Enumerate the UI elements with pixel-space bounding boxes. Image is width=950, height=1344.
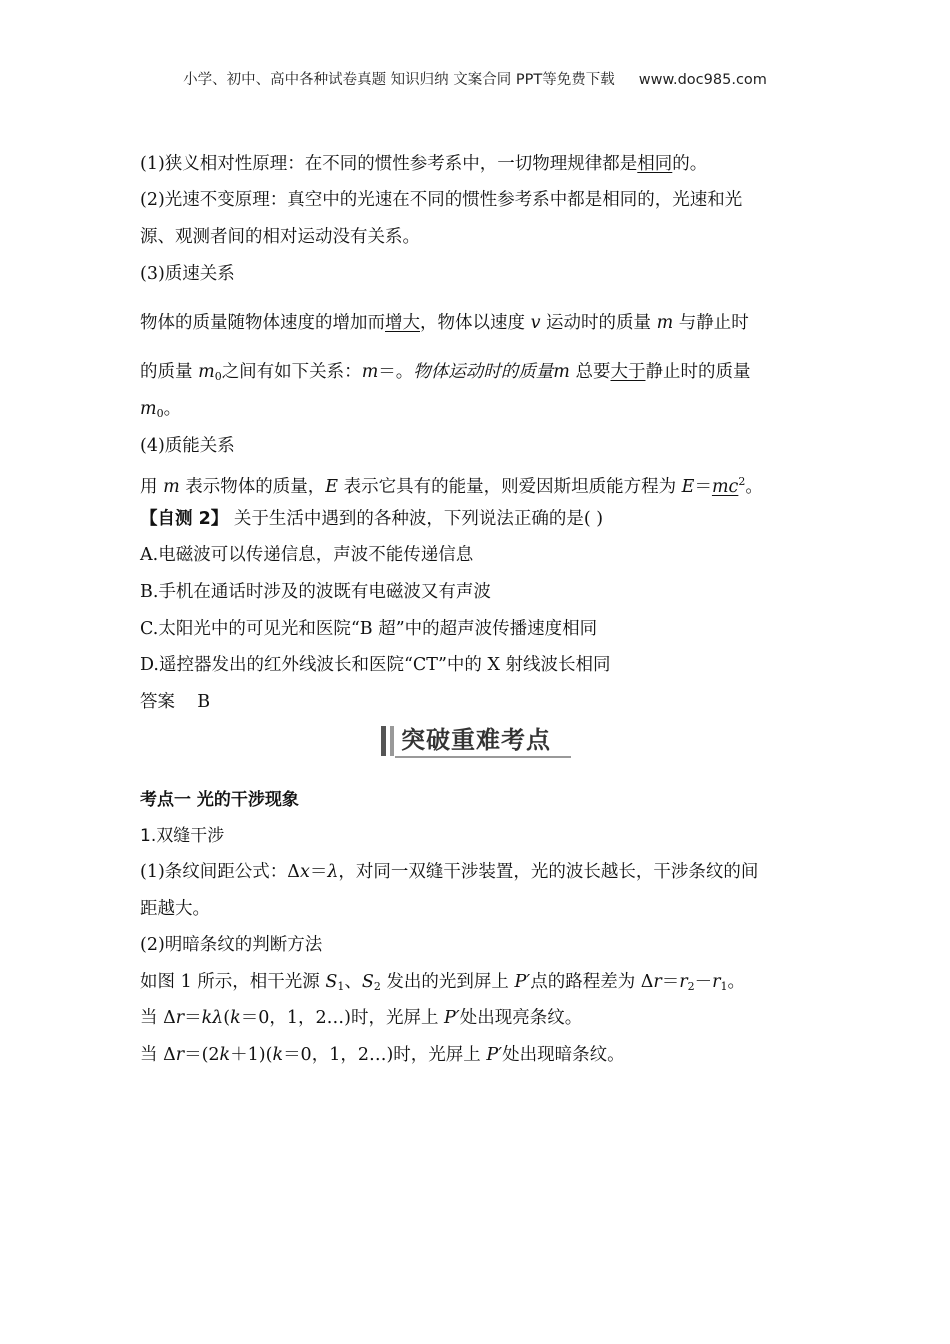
para-path-difference: 如图 1 所示，相干光源 $S_1$、$S_2$ 发出的光到屏上 P′点的路程差为 $\Delta r=r_2-r_1$。 [140, 972, 746, 993]
subtopic-heading: 1.双缝干涉 [140, 826, 225, 846]
header-url: www.doc985.com [638, 72, 767, 88]
option-d: D.遥控器发出的红外线波长和医院“CT”中的 X 射线波长相同 [140, 655, 611, 675]
banner-title: 突破重难考点 [401, 726, 551, 754]
para-dark-fringe: 当 Δr＝(2k＋1)(k＝0，1，2…)时，光屏上 P′处出现暗条纹。 [140, 1045, 625, 1065]
heading-mass-energy: (4)质能关系 [140, 436, 235, 456]
para-mass-velocity-3: $m_0$。 [140, 399, 182, 420]
para-fringe-spacing-2: 距越大。 [140, 899, 210, 919]
question-stem: 【自测 2】 关于生活中遇到的各种波，下列说法正确的是( ) [140, 509, 604, 529]
option-c: C.太阳光中的可见光和医院“B 超”中的超声波传播速度相同 [140, 619, 598, 639]
heading-bright-dark: (2)明暗条纹的判断方法 [140, 935, 323, 955]
para-mass-energy: 用 m 表示物体的质量，E 表示它具有的能量，则爱因斯坦质能方程为 $E=mc^2$。 [140, 475, 763, 497]
para-mass-velocity-1: 物体的质量随物体速度的增加而增大，物体以速度 v 运动时的质量 m 与静止时 [140, 313, 749, 333]
answer-label: 答案 [140, 692, 175, 712]
para-bright-fringe: 当 Δr＝kλ(k＝0，1，2…)时，光屏上 P′处出现亮条纹。 [140, 1008, 583, 1028]
topic-heading: 考点一 光的干涉现象 [140, 790, 299, 810]
para-light-speed-2: 源、观测者间的相对运动没有关系。 [140, 227, 420, 247]
para-light-speed-1: (2)光速不变原理：真空中的光速在不同的惯性参考系中都是相同的，光速和光 [140, 190, 743, 210]
option-a: A.电磁波可以传递信息，声波不能传递信息 [140, 545, 474, 565]
banner-bar-icon [390, 726, 394, 756]
banner-bar-icon [381, 726, 386, 756]
banner-underline [395, 756, 571, 758]
answer-value: B [197, 692, 211, 712]
section-banner [381, 722, 571, 758]
page-header [0, 68, 950, 89]
answer-line [140, 690, 210, 714]
question-tag: 【自测 2】 [140, 509, 229, 529]
para-relativity-principle: (1)狭义相对性原理：在不同的惯性参考系中，一切物理规律都是相同的。 [140, 154, 708, 174]
para-fringe-spacing-1: (1)条纹间距公式：Δx＝λ，对同一双缝干涉装置，光的波长越长，干涉条纹的间 [140, 862, 759, 882]
heading-mass-velocity: (3)质速关系 [140, 264, 235, 284]
header-text: 小学、初中、高中各种试卷真题 知识归纳 文案合同 PPT等免费下载 [183, 72, 615, 88]
para-mass-velocity-2: 的质量 $m_0$之间有如下关系：m＝。物体运动时的质量m 总要大于静止时的质量 [140, 362, 751, 383]
option-b: B.手机在通话时涉及的波既有电磁波又有声波 [140, 582, 491, 602]
